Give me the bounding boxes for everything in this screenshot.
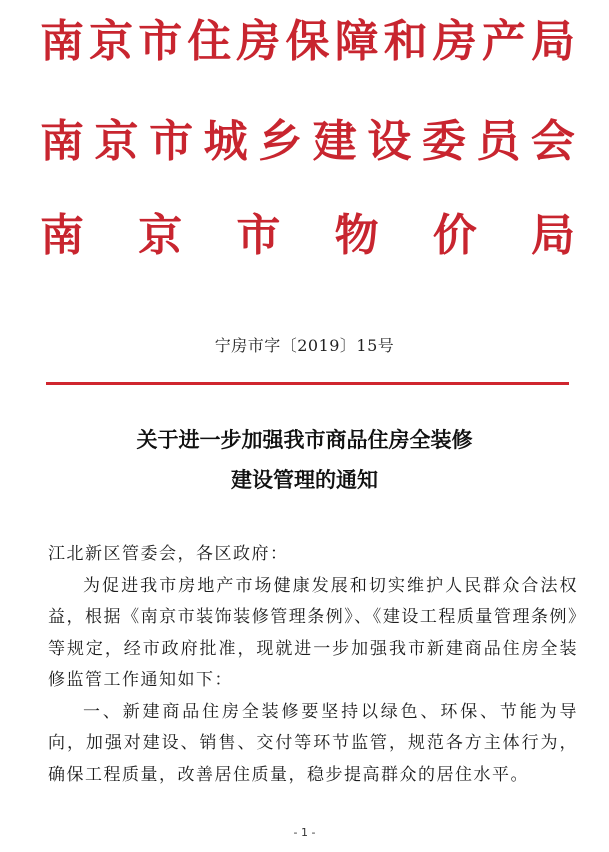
- header-char: 会: [530, 116, 575, 167]
- header-char: 局: [530, 210, 575, 261]
- issuer-header-line-3: [40, 206, 575, 266]
- title-line-2: 建设管理的通知: [231, 467, 378, 492]
- header-char: 南: [40, 16, 84, 67]
- salutation: 江北新区管委会，各区政府：: [48, 544, 289, 564]
- page-number: - 1 -: [293, 826, 316, 839]
- issuer-header-line-1: [40, 12, 575, 72]
- header-char: 保: [285, 16, 330, 67]
- header-char: 设: [367, 116, 412, 167]
- header-char: 南: [40, 116, 84, 167]
- header-char: 房: [432, 16, 477, 67]
- header-char: 乡: [258, 116, 303, 167]
- header-char: 京: [94, 116, 139, 167]
- header-char: 产: [481, 16, 526, 67]
- document-title: [0, 420, 609, 500]
- issuer-header-line-2: [40, 112, 575, 172]
- header-char: 京: [89, 16, 134, 67]
- header-char: 住: [187, 16, 232, 67]
- header-char: 物: [334, 210, 379, 261]
- header-char: 局: [530, 16, 575, 67]
- header-char: 房: [236, 16, 281, 67]
- header-char: 市: [149, 116, 194, 167]
- header-char: 南: [40, 210, 84, 261]
- header-char: 障: [334, 16, 379, 67]
- header-char: 和: [383, 16, 428, 67]
- header-char: 委: [421, 116, 466, 167]
- header-char: 价: [432, 210, 477, 261]
- header-char: 建: [312, 116, 357, 167]
- header-char: 京: [138, 210, 183, 261]
- title-line-1: 关于进一步加强我市商品住房全装修: [136, 427, 473, 452]
- document-number: 宁房市字〔2019〕15号: [214, 336, 395, 355]
- header-char: 市: [138, 16, 183, 67]
- red-divider-line: [46, 382, 569, 385]
- document-body: [48, 539, 578, 791]
- header-char: 员: [476, 116, 521, 167]
- body-paragraph-2: 一、新建商品住房全装修要坚持以绿色、环保、节能为导向，加强对建设、销售、交付等环节监管，规范各方主体行为，确保工程质量，改善居住质量，稳步提高群众的居住水平。: [48, 701, 578, 785]
- header-char: 市: [236, 210, 281, 261]
- header-char: 城: [203, 116, 248, 167]
- body-paragraph-1: 为促进我市房地产市场健康发展和切实维护人民群众合法权益，根据《南京市装饰装修管理条例》、《建设工程质量管理条例》等规定，经市政府批准，现就进一步加强我市新建商品住房全装修监管工作通知如下：: [48, 575, 578, 690]
